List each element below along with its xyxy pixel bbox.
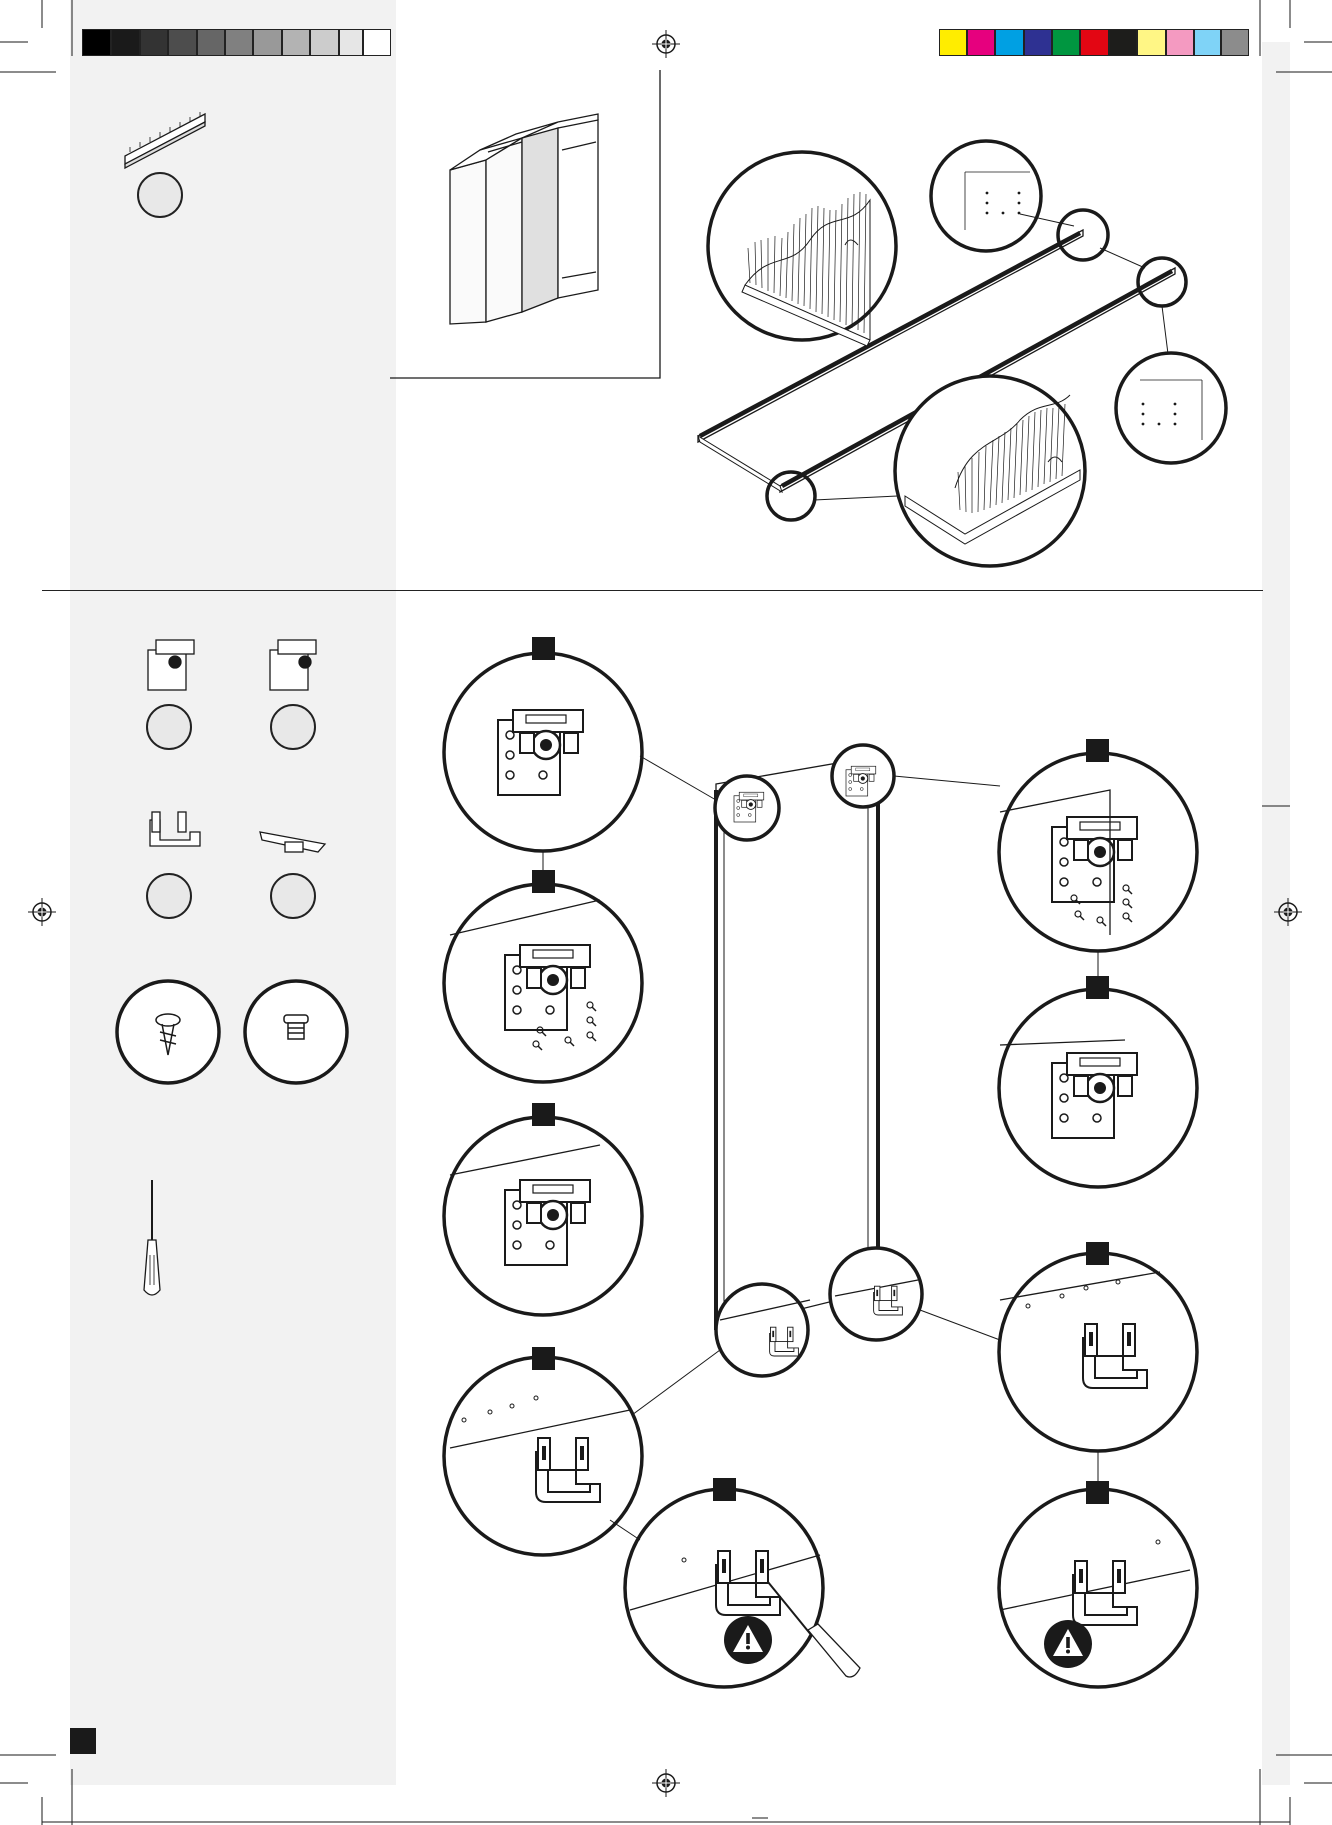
part-circle-carrier-left	[146, 704, 192, 750]
part-circle-carrier-right	[270, 704, 316, 750]
part-circle-guide-plate	[270, 873, 316, 919]
part-circle-bottom-guide	[146, 873, 192, 919]
page-corner-marker	[70, 1728, 96, 1754]
part-circle-brush-strip	[137, 172, 183, 218]
